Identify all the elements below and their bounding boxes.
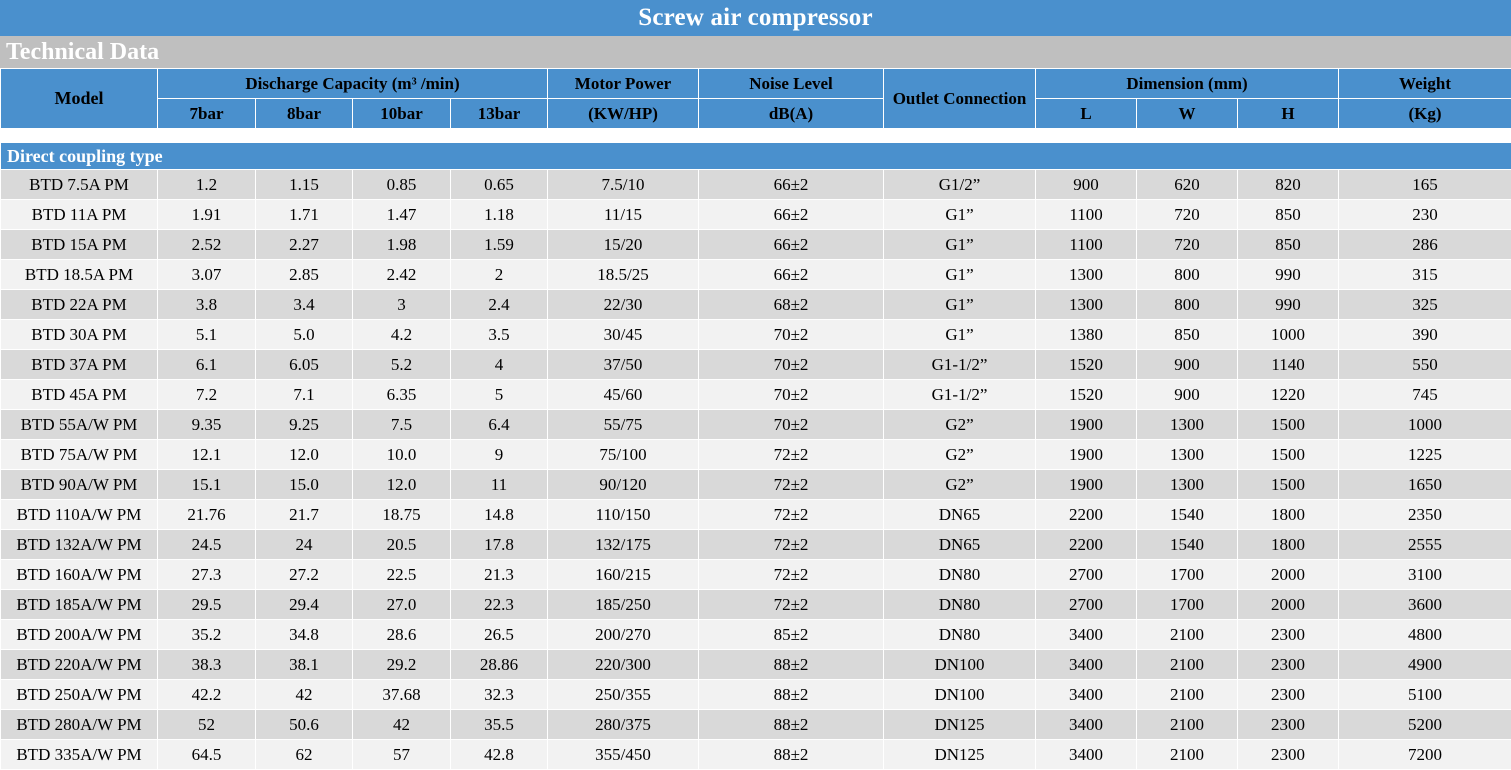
cell-outlet-connection: G2” [884, 410, 1036, 440]
cell-13bar: 14.8 [451, 500, 548, 530]
cell-8bar: 1.71 [256, 200, 353, 230]
cell-8bar: 3.4 [256, 290, 353, 320]
cell-outlet-connection: DN65 [884, 500, 1036, 530]
cell-dimension-l: 900 [1036, 170, 1137, 200]
cell-13bar: 26.5 [451, 620, 548, 650]
cell-motor-power: 7.5/10 [548, 170, 699, 200]
cell-noise-level: 88±2 [699, 650, 884, 680]
cell-10bar: 4.2 [353, 320, 451, 350]
cell-outlet-connection: G1” [884, 290, 1036, 320]
cell-7bar: 3.07 [158, 260, 256, 290]
page-title: Screw air compressor [0, 0, 1511, 36]
cell-10bar: 10.0 [353, 440, 451, 470]
table-row [1, 200, 1511, 230]
cell-motor-power: 15/20 [548, 230, 699, 260]
cell-7bar: 52 [158, 710, 256, 740]
cell-13bar: 1.18 [451, 200, 548, 230]
cell-8bar: 62 [256, 740, 353, 770]
cell-10bar: 2.42 [353, 260, 451, 290]
cell-7bar: 1.91 [158, 200, 256, 230]
cell-weight: 230 [1339, 200, 1511, 230]
cell-motor-power: 30/45 [548, 320, 699, 350]
spacer-cell [1, 129, 1511, 143]
cell-8bar: 7.1 [256, 380, 353, 410]
cell-dimension-l: 2200 [1036, 530, 1137, 560]
cell-model: BTD 220A/W PM [1, 650, 158, 680]
cell-dimension-l: 2200 [1036, 500, 1137, 530]
cell-10bar: 57 [353, 740, 451, 770]
table-row [1, 650, 1511, 680]
cell-dimension-h: 850 [1238, 200, 1339, 230]
cell-model: BTD 185A/W PM [1, 590, 158, 620]
cell-noise-level: 72±2 [699, 560, 884, 590]
cell-model: BTD 22A PM [1, 290, 158, 320]
cell-dimension-h: 1800 [1238, 500, 1339, 530]
cell-outlet-connection: G1” [884, 200, 1036, 230]
cell-10bar: 3 [353, 290, 451, 320]
cell-dimension-h: 2300 [1238, 710, 1339, 740]
table-row [1, 560, 1511, 590]
cell-dimension-w: 720 [1137, 200, 1238, 230]
cell-dimension-l: 3400 [1036, 680, 1137, 710]
cell-dimension-w: 1540 [1137, 530, 1238, 560]
cell-dimension-l: 2700 [1036, 560, 1137, 590]
technical-data-table [0, 68, 1511, 770]
table-row [1, 260, 1511, 290]
cell-dimension-h: 2000 [1238, 560, 1339, 590]
cell-model: BTD 15A PM [1, 230, 158, 260]
cell-motor-power: 55/75 [548, 410, 699, 440]
col-8bar: 8bar [256, 99, 353, 129]
cell-outlet-connection: G1” [884, 230, 1036, 260]
table-row [1, 290, 1511, 320]
cell-model: BTD 55A/W PM [1, 410, 158, 440]
cell-10bar: 37.68 [353, 680, 451, 710]
table-row [1, 530, 1511, 560]
cell-noise-level: 72±2 [699, 440, 884, 470]
cell-noise-level: 88±2 [699, 710, 884, 740]
cell-7bar: 38.3 [158, 650, 256, 680]
cell-outlet-connection: DN80 [884, 620, 1036, 650]
cell-13bar: 9 [451, 440, 548, 470]
cell-weight: 315 [1339, 260, 1511, 290]
cell-noise-level: 70±2 [699, 320, 884, 350]
cell-weight: 1225 [1339, 440, 1511, 470]
cell-dimension-l: 1900 [1036, 410, 1137, 440]
table-row [1, 470, 1511, 500]
cell-model: BTD 90A/W PM [1, 470, 158, 500]
cell-dimension-h: 1220 [1238, 380, 1339, 410]
cell-13bar: 28.86 [451, 650, 548, 680]
group-row-direct-coupling [1, 143, 1511, 170]
cell-motor-power: 355/450 [548, 740, 699, 770]
section-heading: Technical Data [0, 36, 1511, 68]
cell-dimension-h: 820 [1238, 170, 1339, 200]
cell-model: BTD 280A/W PM [1, 710, 158, 740]
cell-8bar: 2.27 [256, 230, 353, 260]
col-model: Model [1, 69, 158, 129]
cell-8bar: 6.05 [256, 350, 353, 380]
col-motor-power-unit: (KW/HP) [548, 99, 699, 129]
cell-8bar: 42 [256, 680, 353, 710]
cell-10bar: 20.5 [353, 530, 451, 560]
cell-10bar: 42 [353, 710, 451, 740]
table-row [1, 620, 1511, 650]
col-weight: Weight [1339, 69, 1511, 99]
col-10bar: 10bar [353, 99, 451, 129]
cell-8bar: 34.8 [256, 620, 353, 650]
group-label: Direct coupling type [1, 143, 1511, 170]
cell-dimension-h: 990 [1238, 260, 1339, 290]
cell-10bar: 5.2 [353, 350, 451, 380]
col-dimension-h: H [1238, 99, 1339, 129]
cell-dimension-h: 850 [1238, 230, 1339, 260]
cell-noise-level: 68±2 [699, 290, 884, 320]
cell-dimension-w: 2100 [1137, 620, 1238, 650]
cell-dimension-h: 990 [1238, 290, 1339, 320]
cell-noise-level: 88±2 [699, 740, 884, 770]
cell-13bar: 3.5 [451, 320, 548, 350]
cell-weight: 4800 [1339, 620, 1511, 650]
cell-dimension-l: 1520 [1036, 380, 1137, 410]
cell-10bar: 12.0 [353, 470, 451, 500]
cell-dimension-w: 1540 [1137, 500, 1238, 530]
cell-dimension-w: 1700 [1137, 560, 1238, 590]
cell-weight: 165 [1339, 170, 1511, 200]
cell-weight: 745 [1339, 380, 1511, 410]
cell-10bar: 28.6 [353, 620, 451, 650]
cell-weight: 4900 [1339, 650, 1511, 680]
cell-weight: 7200 [1339, 740, 1511, 770]
cell-motor-power: 37/50 [548, 350, 699, 380]
cell-model: BTD 30A PM [1, 320, 158, 350]
cell-noise-level: 72±2 [699, 470, 884, 500]
cell-motor-power: 160/215 [548, 560, 699, 590]
cell-outlet-connection: DN100 [884, 650, 1036, 680]
cell-weight: 2350 [1339, 500, 1511, 530]
cell-dimension-l: 1100 [1036, 230, 1137, 260]
cell-7bar: 3.8 [158, 290, 256, 320]
cell-13bar: 0.65 [451, 170, 548, 200]
cell-dimension-w: 1300 [1137, 470, 1238, 500]
table-row [1, 410, 1511, 440]
cell-8bar: 50.6 [256, 710, 353, 740]
cell-noise-level: 66±2 [699, 200, 884, 230]
cell-dimension-l: 2700 [1036, 590, 1137, 620]
cell-13bar: 17.8 [451, 530, 548, 560]
cell-8bar: 2.85 [256, 260, 353, 290]
cell-dimension-h: 1800 [1238, 530, 1339, 560]
cell-motor-power: 18.5/25 [548, 260, 699, 290]
cell-7bar: 27.3 [158, 560, 256, 590]
cell-7bar: 15.1 [158, 470, 256, 500]
table-row [1, 350, 1511, 380]
cell-weight: 1000 [1339, 410, 1511, 440]
cell-weight: 550 [1339, 350, 1511, 380]
cell-7bar: 2.52 [158, 230, 256, 260]
table-row [1, 380, 1511, 410]
cell-13bar: 2.4 [451, 290, 548, 320]
cell-dimension-h: 1500 [1238, 440, 1339, 470]
cell-7bar: 5.1 [158, 320, 256, 350]
cell-dimension-l: 3400 [1036, 650, 1137, 680]
cell-motor-power: 220/300 [548, 650, 699, 680]
cell-model: BTD 250A/W PM [1, 680, 158, 710]
cell-dimension-l: 1300 [1036, 260, 1137, 290]
cell-8bar: 15.0 [256, 470, 353, 500]
cell-outlet-connection: DN80 [884, 560, 1036, 590]
cell-dimension-w: 620 [1137, 170, 1238, 200]
col-discharge-capacity: Discharge Capacity (m³ /min) [158, 69, 548, 99]
cell-outlet-connection: G1/2” [884, 170, 1036, 200]
table-header [1, 69, 1511, 129]
cell-dimension-l: 3400 [1036, 710, 1137, 740]
cell-model: BTD 37A PM [1, 350, 158, 380]
cell-13bar: 42.8 [451, 740, 548, 770]
cell-dimension-h: 2300 [1238, 650, 1339, 680]
cell-dimension-w: 900 [1137, 350, 1238, 380]
cell-dimension-l: 1100 [1036, 200, 1137, 230]
cell-dimension-l: 1380 [1036, 320, 1137, 350]
cell-8bar: 27.2 [256, 560, 353, 590]
cell-7bar: 42.2 [158, 680, 256, 710]
cell-7bar: 35.2 [158, 620, 256, 650]
cell-model: BTD 160A/W PM [1, 560, 158, 590]
table-row [1, 740, 1511, 770]
cell-7bar: 9.35 [158, 410, 256, 440]
cell-7bar: 24.5 [158, 530, 256, 560]
table-row [1, 590, 1511, 620]
table-row [1, 440, 1511, 470]
cell-8bar: 29.4 [256, 590, 353, 620]
cell-model: BTD 75A/W PM [1, 440, 158, 470]
col-noise-level-unit: dB(A) [699, 99, 884, 129]
cell-outlet-connection: G2” [884, 440, 1036, 470]
cell-dimension-w: 2100 [1137, 650, 1238, 680]
cell-dimension-h: 2000 [1238, 590, 1339, 620]
cell-dimension-w: 2100 [1137, 740, 1238, 770]
cell-13bar: 22.3 [451, 590, 548, 620]
cell-dimension-w: 900 [1137, 380, 1238, 410]
col-7bar: 7bar [158, 99, 256, 129]
table-row [1, 680, 1511, 710]
cell-model: BTD 335A/W PM [1, 740, 158, 770]
cell-7bar: 21.76 [158, 500, 256, 530]
cell-dimension-h: 2300 [1238, 620, 1339, 650]
cell-weight: 2555 [1339, 530, 1511, 560]
cell-motor-power: 45/60 [548, 380, 699, 410]
cell-dimension-w: 2100 [1137, 680, 1238, 710]
cell-dimension-h: 1140 [1238, 350, 1339, 380]
cell-noise-level: 70±2 [699, 410, 884, 440]
cell-10bar: 1.98 [353, 230, 451, 260]
cell-outlet-connection: G1” [884, 260, 1036, 290]
col-dimension-l: L [1036, 99, 1137, 129]
cell-motor-power: 132/175 [548, 530, 699, 560]
cell-dimension-h: 2300 [1238, 680, 1339, 710]
table-row [1, 230, 1511, 260]
cell-motor-power: 11/15 [548, 200, 699, 230]
cell-weight: 3100 [1339, 560, 1511, 590]
cell-model: BTD 18.5A PM [1, 260, 158, 290]
cell-dimension-l: 1900 [1036, 470, 1137, 500]
cell-weight: 325 [1339, 290, 1511, 320]
cell-dimension-w: 720 [1137, 230, 1238, 260]
cell-13bar: 2 [451, 260, 548, 290]
cell-10bar: 6.35 [353, 380, 451, 410]
cell-dimension-h: 2300 [1238, 740, 1339, 770]
cell-7bar: 7.2 [158, 380, 256, 410]
cell-weight: 5200 [1339, 710, 1511, 740]
col-motor-power: Motor Power [548, 69, 699, 99]
cell-noise-level: 88±2 [699, 680, 884, 710]
cell-outlet-connection: DN125 [884, 710, 1036, 740]
cell-dimension-h: 1500 [1238, 410, 1339, 440]
cell-model: BTD 45A PM [1, 380, 158, 410]
cell-weight: 1650 [1339, 470, 1511, 500]
cell-motor-power: 280/375 [548, 710, 699, 740]
cell-dimension-l: 1300 [1036, 290, 1137, 320]
table-row [1, 320, 1511, 350]
cell-13bar: 6.4 [451, 410, 548, 440]
cell-noise-level: 66±2 [699, 260, 884, 290]
cell-noise-level: 66±2 [699, 230, 884, 260]
cell-model: BTD 132A/W PM [1, 530, 158, 560]
cell-dimension-l: 3400 [1036, 620, 1137, 650]
cell-10bar: 0.85 [353, 170, 451, 200]
cell-7bar: 1.2 [158, 170, 256, 200]
cell-13bar: 11 [451, 470, 548, 500]
cell-dimension-w: 2100 [1137, 710, 1238, 740]
cell-motor-power: 200/270 [548, 620, 699, 650]
cell-8bar: 9.25 [256, 410, 353, 440]
cell-weight: 286 [1339, 230, 1511, 260]
cell-outlet-connection: G1-1/2” [884, 350, 1036, 380]
cell-weight: 5100 [1339, 680, 1511, 710]
cell-8bar: 12.0 [256, 440, 353, 470]
col-outlet-connection: Outlet Connection [884, 69, 1036, 129]
cell-13bar: 32.3 [451, 680, 548, 710]
cell-motor-power: 110/150 [548, 500, 699, 530]
col-dimension-w: W [1137, 99, 1238, 129]
cell-8bar: 21.7 [256, 500, 353, 530]
cell-motor-power: 250/355 [548, 680, 699, 710]
cell-10bar: 1.47 [353, 200, 451, 230]
cell-10bar: 29.2 [353, 650, 451, 680]
cell-outlet-connection: G1-1/2” [884, 380, 1036, 410]
cell-10bar: 27.0 [353, 590, 451, 620]
cell-model: BTD 11A PM [1, 200, 158, 230]
cell-noise-level: 72±2 [699, 530, 884, 560]
cell-8bar: 38.1 [256, 650, 353, 680]
cell-noise-level: 70±2 [699, 380, 884, 410]
col-noise-level: Noise Level [699, 69, 884, 99]
cell-7bar: 6.1 [158, 350, 256, 380]
cell-motor-power: 90/120 [548, 470, 699, 500]
cell-dimension-w: 800 [1137, 290, 1238, 320]
table-spacer-row [1, 129, 1511, 143]
table-row [1, 500, 1511, 530]
col-weight-unit: (Kg) [1339, 99, 1511, 129]
cell-13bar: 4 [451, 350, 548, 380]
cell-13bar: 35.5 [451, 710, 548, 740]
cell-model: BTD 110A/W PM [1, 500, 158, 530]
cell-10bar: 22.5 [353, 560, 451, 590]
cell-outlet-connection: DN80 [884, 590, 1036, 620]
cell-motor-power: 185/250 [548, 590, 699, 620]
cell-noise-level: 85±2 [699, 620, 884, 650]
cell-model: BTD 7.5A PM [1, 170, 158, 200]
cell-outlet-connection: G2” [884, 470, 1036, 500]
cell-dimension-w: 850 [1137, 320, 1238, 350]
cell-motor-power: 22/30 [548, 290, 699, 320]
cell-dimension-l: 1520 [1036, 350, 1137, 380]
cell-13bar: 5 [451, 380, 548, 410]
cell-dimension-w: 1300 [1137, 440, 1238, 470]
cell-dimension-l: 1900 [1036, 440, 1137, 470]
cell-outlet-connection: G1” [884, 320, 1036, 350]
table-row [1, 170, 1511, 200]
cell-outlet-connection: DN100 [884, 680, 1036, 710]
cell-7bar: 12.1 [158, 440, 256, 470]
cell-10bar: 7.5 [353, 410, 451, 440]
cell-dimension-l: 3400 [1036, 740, 1137, 770]
cell-dimension-w: 1700 [1137, 590, 1238, 620]
cell-7bar: 64.5 [158, 740, 256, 770]
col-13bar: 13bar [451, 99, 548, 129]
cell-noise-level: 72±2 [699, 590, 884, 620]
cell-model: BTD 200A/W PM [1, 620, 158, 650]
cell-dimension-h: 1500 [1238, 470, 1339, 500]
cell-weight: 390 [1339, 320, 1511, 350]
cell-10bar: 18.75 [353, 500, 451, 530]
cell-dimension-h: 1000 [1238, 320, 1339, 350]
cell-noise-level: 70±2 [699, 350, 884, 380]
table-row [1, 710, 1511, 740]
col-dimension: Dimension (mm) [1036, 69, 1339, 99]
cell-weight: 3600 [1339, 590, 1511, 620]
cell-outlet-connection: DN125 [884, 740, 1036, 770]
cell-13bar: 1.59 [451, 230, 548, 260]
cell-8bar: 1.15 [256, 170, 353, 200]
cell-13bar: 21.3 [451, 560, 548, 590]
cell-noise-level: 66±2 [699, 170, 884, 200]
cell-motor-power: 75/100 [548, 440, 699, 470]
cell-7bar: 29.5 [158, 590, 256, 620]
cell-dimension-w: 1300 [1137, 410, 1238, 440]
cell-8bar: 24 [256, 530, 353, 560]
table-body [1, 129, 1511, 770]
cell-8bar: 5.0 [256, 320, 353, 350]
cell-outlet-connection: DN65 [884, 530, 1036, 560]
cell-noise-level: 72±2 [699, 500, 884, 530]
cell-dimension-w: 800 [1137, 260, 1238, 290]
